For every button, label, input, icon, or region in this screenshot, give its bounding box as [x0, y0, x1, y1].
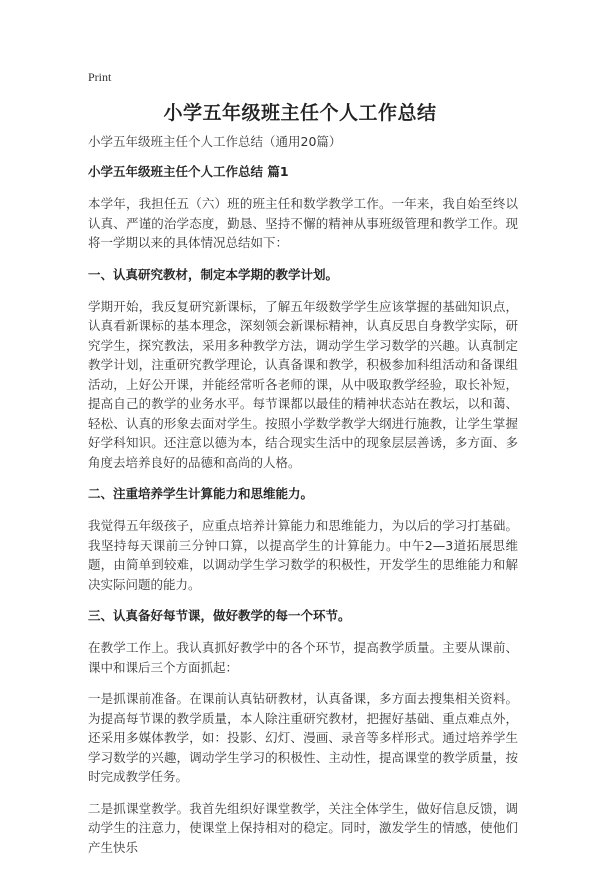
section-title: 小学五年级班主任个人工作总结 篇1 — [88, 164, 289, 179]
heading-2: 二、注重培养学生计算能力和思维能力。 — [88, 486, 314, 501]
heading-3: 三、认真备好每节课，做好教学的每一个环节。 — [88, 608, 351, 623]
heading-1: 一、认真研究教材，制定本学期的教学计划。 — [88, 266, 339, 282]
article-body — [88, 132, 518, 869]
paragraph-1: 学期开始，我反复研究新课标，了解五年级数学学生应该掌握的基础知识点，认真看新课标的基本理念，深刻领会新课标精神，认真反思自身教学实际，研究学生，探究教法，采用多种教学方法，调动学生学习数学的兴趣。认真制定教学计划，注重研究教学理论，认真备课和教学，积极参加科组活动和备课组活动，上好公开课，并能经常听各老师的课，从中吸取教学经验，取长补短，提高自己的教学的业务水平。每节课都以最佳的精神状态站在教坛，以和蔼、轻松、认真的形象去面对学生。按照小学数学教学大纲进行施教，让学生掌握好学科知识。还注意以德为本，结合现实生活中的现象层层善诱，多方面、多角度去培养良好的品德和高尚的人格。 — [88, 298, 518, 470]
paragraph-4: 一是抓课前准备。在课前认真钻研教材，认真备课，多方面去搜集相关资料。为提高每节课的教学质量，本人除注重研究教材，把握好基础、重点难点外，还采用多媒体教学，如：投影、幻灯、漫画、录音等多样形式。通过培养学生学习数学的兴趣，调动学生学习的积极性、主动性，提高课堂的教学质量，按时完成教学任务。 — [88, 691, 518, 784]
document-subtitle: 小学五年级班主任个人工作总结（通用20篇） — [88, 134, 342, 149]
intro-paragraph: 本学年，我担任五（六）班的班主任和数学教学工作。一年来，我自始至终以认真、严谨的治学态度，勤恳、坚持不懈的精神从事班级管理和教学工作。现将一学期以来的具体情况总结如下： — [88, 196, 518, 250]
paragraph-5: 二是抓课堂教学。我首先组织好课堂教学，关注全体学生，做好信息反馈，调动学生的注意力，使课堂上保持相对的稳定。同时，激发学生的情感，使他们产生快乐 — [88, 800, 518, 855]
page-title: 小学五年级班主任个人工作总结 — [163, 102, 437, 124]
print-link[interactable]: Print — [88, 70, 112, 84]
paragraph-2: 我觉得五年级孩子，应重点培养计算能力和思维能力，为以后的学习打基础。我坚持每天课前三分钟口算，以提高学生的计算能力。中午2—3道拓展思维题，由简单到较难，以调动学生学习数学的积极性，开发学生的思维能力和解决实际问题的能力。 — [88, 518, 518, 592]
paragraph-3: 在教学工作上。我认真抓好教学中的各个环节，提高教学质量。主要从课前、课中和课后三个方面抓起： — [88, 640, 518, 675]
